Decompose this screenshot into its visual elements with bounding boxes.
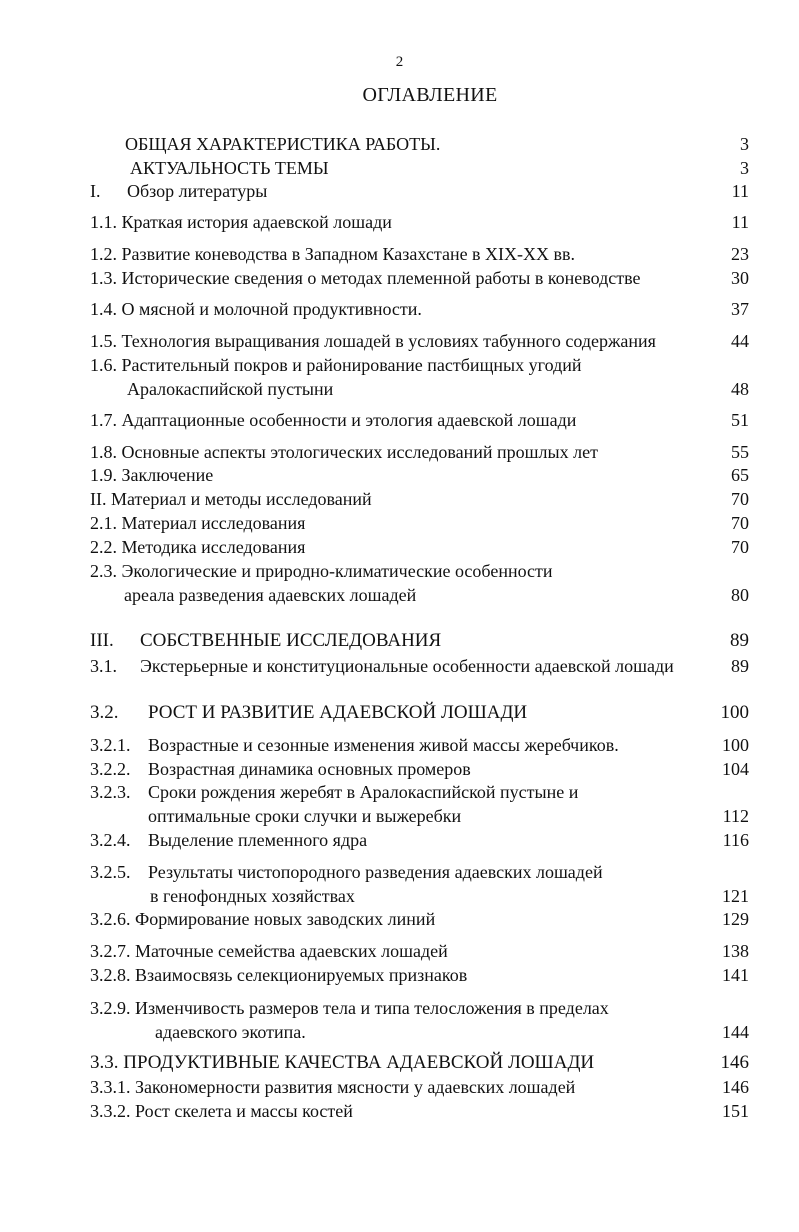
toc-entry[interactable] <box>0 377 799 401</box>
toc-entry-title: Результаты чистопородного разведения адаевских лошадей <box>148 862 603 882</box>
toc-entry[interactable] <box>0 156 799 180</box>
toc-entry-title: Обзор литературы <box>127 181 268 201</box>
toc-entry[interactable] <box>0 266 799 290</box>
toc-entry-page: 89 <box>731 656 749 676</box>
toc-entry-title: 2.2. Методика исследования <box>90 537 306 557</box>
toc-entry[interactable] <box>0 757 799 781</box>
toc-entry-number: 3.2.1. <box>90 735 131 755</box>
toc-entry-page: 100 <box>722 735 749 755</box>
toc-entry-title: Возрастные и сезонные изменения живой массы жеребчиков. <box>148 735 619 755</box>
toc-entry[interactable] <box>0 297 799 321</box>
toc-entry[interactable] <box>0 242 799 266</box>
toc-entry-title: 1.1. Краткая история адаевской лошади <box>90 212 392 232</box>
toc-entry-title: Экстерьерные и конституциональные особенности адаевской лошади <box>140 656 674 676</box>
toc-entry-title: 1.8. Основные аспекты этологических исследований прошлых лет <box>90 442 598 462</box>
toc-entry-page: 3 <box>740 158 749 178</box>
toc-entry-number: 3.1. <box>90 656 117 676</box>
toc-entry-title: 3.2.6. Формирование новых заводских линий <box>90 909 436 929</box>
toc-entry-page: 138 <box>722 941 749 961</box>
toc-entry-title: 1.4. О мясной и молочной продуктивности. <box>90 299 422 319</box>
toc-entry-page: 129 <box>722 909 749 929</box>
toc-entry-page: 121 <box>722 886 749 906</box>
toc-entry[interactable] <box>0 463 799 487</box>
toc-entry-title: 1.6. Растительный покров и районирование пастбищных угодий <box>90 355 582 375</box>
toc-entry[interactable] <box>0 1051 799 1075</box>
toc-entry-title: Аралокаспийской пустыни <box>127 379 334 399</box>
toc-entry-page: 65 <box>731 465 749 485</box>
toc-entry-page: 37 <box>731 299 749 319</box>
toc-entry-page: 23 <box>731 244 749 264</box>
toc-entry-title: Возрастная динамика основных промеров <box>148 759 471 779</box>
toc-entry-title: 2.3. Экологические и природно-климатические особенности <box>90 561 553 581</box>
toc-entry-page: 146 <box>722 1077 749 1097</box>
toc-entry-title: СОБСТВЕННЫЕ ИССЛЕДОВАНИЯ <box>140 630 442 651</box>
toc-entry-title: 3.3.1. Закономерности развития мясности у адаевских лошадей <box>90 1077 576 1097</box>
toc-entry-title: в генофондных хозяйствах <box>150 886 355 906</box>
toc-entry-title: ареала разведения адаевских лошадей <box>124 585 417 605</box>
toc-entry-title: 1.5. Технология выращивания лошадей в условиях табунного содержания <box>90 331 656 351</box>
toc-entry-title: адаевского экотипа. <box>155 1022 306 1042</box>
toc-entry-title: 3.3. ПРОДУКТИВНЫЕ КАЧЕСТВА АДАЕВСКОЙ ЛОШАДИ <box>90 1052 595 1073</box>
toc-entry[interactable] <box>0 884 799 908</box>
toc-entry-number: I. <box>90 181 101 201</box>
toc-entry-title: 1.2. Развитие коневодства в Западном Казахстане в XIX-XX вв. <box>90 244 576 264</box>
toc-entry[interactable] <box>0 329 799 353</box>
toc-entry[interactable] <box>0 860 799 884</box>
toc-entry[interactable] <box>0 939 799 963</box>
toc-heading: ОГЛАВЛЕНИЕ <box>362 84 498 106</box>
toc-entry-page: 30 <box>731 268 749 288</box>
toc-entry-page: 104 <box>722 759 749 779</box>
toc-entry[interactable] <box>0 559 799 583</box>
toc-entry[interactable] <box>0 780 799 804</box>
toc-entry-page: 11 <box>731 181 749 201</box>
toc-entry-title: 1.7. Адаптационные особенности и этология адаевской лошади <box>90 410 577 430</box>
toc-entry-page: 116 <box>722 830 749 850</box>
toc-entry-page: 55 <box>731 442 749 462</box>
toc-entry[interactable] <box>0 996 799 1020</box>
toc-entry-page: 44 <box>731 331 749 351</box>
toc-entry-title: РОСТ И РАЗВИТИЕ АДАЕВСКОЙ ЛОШАДИ <box>148 702 528 723</box>
toc-entry[interactable] <box>0 179 799 203</box>
toc-entry-page: 151 <box>722 1101 749 1121</box>
toc-entry-page: 100 <box>720 702 749 723</box>
toc-entry-title: 3.2.9. Изменчивость размеров тела и типа телосложения в пределах <box>90 998 609 1018</box>
toc-entry-title: 1.9. Заключение <box>90 465 214 485</box>
toc-entry[interactable] <box>0 828 799 852</box>
toc-entry-number: 3.2. <box>90 702 119 723</box>
toc-entry[interactable] <box>0 1075 799 1099</box>
toc-entry-page: 141 <box>722 965 749 985</box>
toc-entry[interactable] <box>0 408 799 432</box>
toc-entry-page: 80 <box>731 585 749 605</box>
toc-entry[interactable] <box>0 210 799 234</box>
toc-entry[interactable] <box>0 804 799 828</box>
toc-entry[interactable] <box>0 487 799 511</box>
toc-entry[interactable] <box>0 583 799 607</box>
toc-entry-page: 48 <box>731 379 749 399</box>
toc-entry-page: 112 <box>722 806 749 826</box>
toc-entry[interactable] <box>0 654 799 678</box>
toc-entry-title: АКТУАЛЬНОСТЬ ТЕМЫ <box>130 158 329 178</box>
toc-entry[interactable] <box>0 353 799 377</box>
toc-entry-page: 70 <box>731 537 749 557</box>
toc-entry-number: 3.2.2. <box>90 759 131 779</box>
toc-entry[interactable] <box>0 132 799 156</box>
page-number: 2 <box>395 54 404 70</box>
toc-entry-title: Сроки рождения жеребят в Аралокаспийской пустыне и <box>148 782 579 802</box>
toc-entry-page: 3 <box>740 134 749 154</box>
toc-entry-title: 3.3.2. Рост скелета и массы костей <box>90 1101 353 1121</box>
toc-entry-page: 11 <box>731 212 749 232</box>
toc-entry-page: 146 <box>720 1052 749 1073</box>
toc-entry[interactable] <box>0 1020 799 1044</box>
toc-entry-title: 3.2.8. Взаимосвязь селекционируемых признаков <box>90 965 468 985</box>
toc-entry[interactable] <box>0 733 799 757</box>
toc-entry-title: оптимальные сроки случки и выжеребки <box>148 806 462 826</box>
toc-entry[interactable] <box>0 440 799 464</box>
toc-entry[interactable] <box>0 629 799 653</box>
toc-entry-page: 51 <box>731 410 749 430</box>
toc-entry-page: 89 <box>730 630 749 651</box>
toc-entry-title: II. Материал и методы исследований <box>90 489 372 509</box>
toc-entry[interactable] <box>0 701 799 725</box>
toc-entry[interactable] <box>0 535 799 559</box>
toc-entry-number: 3.2.4. <box>90 830 131 850</box>
toc-entry-title: 3.2.7. Маточные семейства адаевских лошадей <box>90 941 448 961</box>
toc-entry-title: ОБЩАЯ ХАРАКТЕРИСТИКА РАБОТЫ. <box>125 134 441 154</box>
toc-entry[interactable] <box>0 1099 799 1123</box>
toc-entry-title: 2.1. Материал исследования <box>90 513 306 533</box>
toc-entry[interactable] <box>0 907 799 931</box>
toc-entry[interactable] <box>0 963 799 987</box>
toc-entry-page: 70 <box>731 513 749 533</box>
toc-entry-title: 1.3. Исторические сведения о методах племенной работы в коневодстве <box>90 268 641 288</box>
toc-entry-title: Выделение племенного ядра <box>148 830 368 850</box>
toc-entry-number: 3.2.3. <box>90 782 131 802</box>
toc-entry[interactable] <box>0 511 799 535</box>
toc-entry-page: 144 <box>722 1022 749 1042</box>
toc-entry-number: III. <box>90 630 114 651</box>
toc-entry-number: 3.2.5. <box>90 862 131 882</box>
toc-entry-page: 70 <box>731 489 749 509</box>
